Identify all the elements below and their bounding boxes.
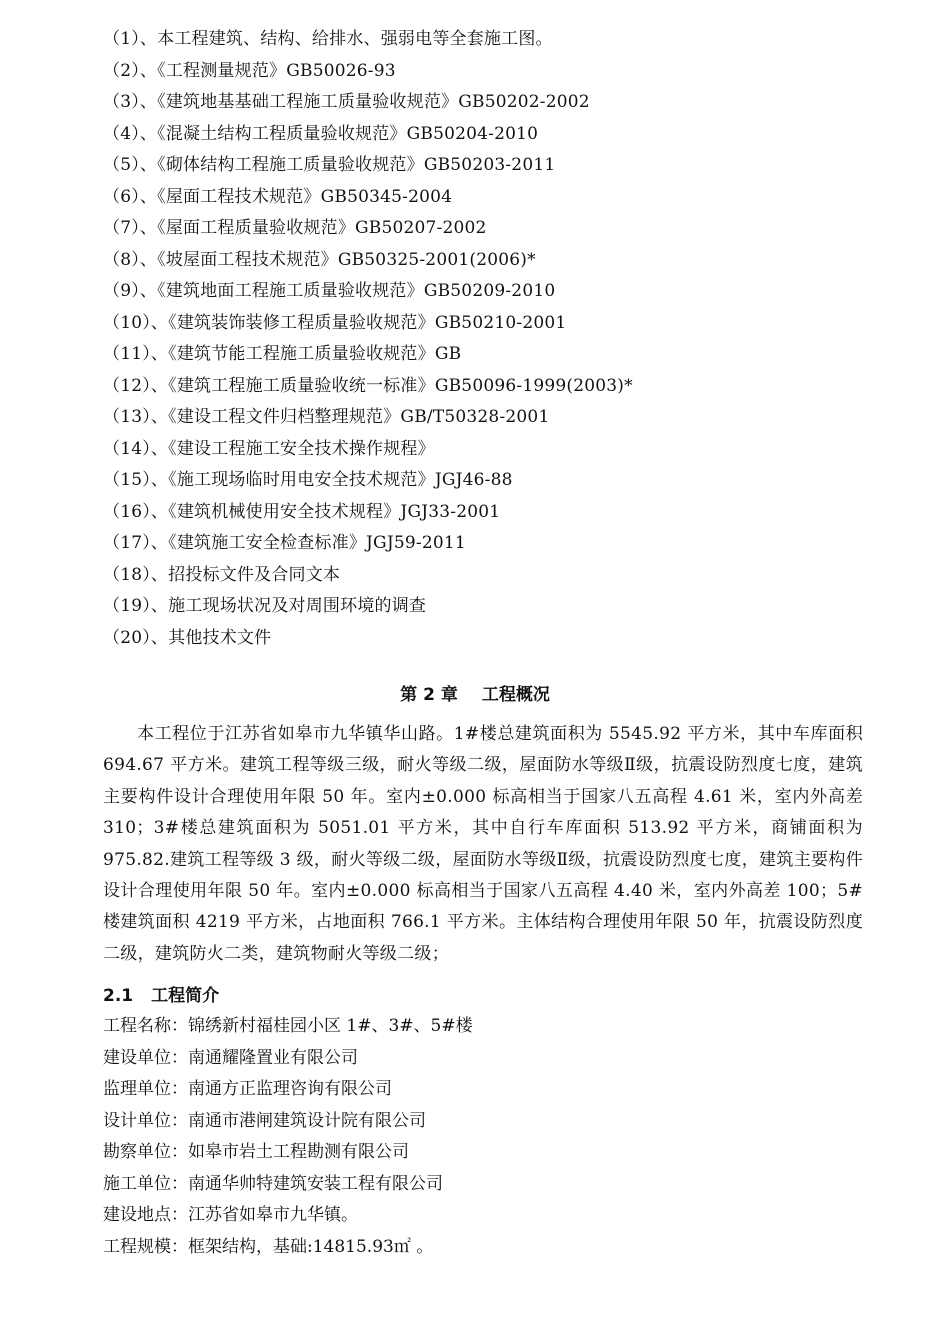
project-info-list xyxy=(103,1011,473,1263)
reference-item: （13）、《建设工程文件归档整理规范》GB/T50328-2001 xyxy=(103,407,550,427)
reference-item: （1）、本工程建筑、结构、给排水、强弱电等全套施工图。 xyxy=(103,29,553,49)
reference-item: （2）、《工程测量规范》GB50026-93 xyxy=(103,60,396,81)
reference-item: （17）、《建筑施工安全检查标准》JGJ59-2011 xyxy=(103,533,466,553)
overview-paragraph: 本工程位于江苏省如皋市九华镇华山路。1#楼总建筑面积为 5545.92 平方米，其中车库面积 694.67 平方米。建筑工程等级三级，耐火等级二级，屋面防水等级Ⅱ级，抗震设防烈度七度，建筑主要构件设计合理使用年限 50 年。室内±0.000 标高相当于国家八五高程 4.61 米，室内外高差 310；3#楼总建筑面积为 5051.01 平方米，其中自行车库面积 513.92 平方米，商铺面积为 975.82.建筑工程等级 3 级，耐火等级二级，屋面防水等级Ⅱ级，抗震设防烈度七度，建筑主要构件设计合理使用年限 50 年。室内±0.000 标高相当于国家八五高程 4.40 米，室内外高差 100；5#楼建筑面积 4219 平方米，占地面积 766.1 平方米。主体结构合理使用年限 50 年，抗震设防烈度二级，建筑防火二类，建筑物耐火等级二级； xyxy=(103,724,863,964)
reference-list xyxy=(103,24,903,654)
reference-item: （12）、《建筑工程施工质量验收统一标准》GB50096-1999(2003)* xyxy=(103,375,633,396)
reference-item: （6）、《屋面工程技术规范》GB50345-2004 xyxy=(103,186,453,207)
reference-item: （5）、《砌体结构工程施工质量验收规范》GB50203-2011 xyxy=(103,155,556,175)
section-title: 工程简介 xyxy=(151,986,220,1006)
reference-item: （14）、《建设工程施工安全技术操作规程》 xyxy=(103,438,435,459)
info-item: 施工单位：南通华帅特建筑安装工程有限公司 xyxy=(103,1173,443,1194)
info-item: 工程名称：锦绣新村福桂园小区 1#、3#、5#楼 xyxy=(103,1016,473,1036)
info-item: 勘察单位：如皋市岩土工程勘测有限公司 xyxy=(103,1142,409,1162)
reference-item: （16）、《建筑机械使用安全技术规程》JGJ33-2001 xyxy=(103,501,501,522)
info-item: 工程规模：框架结构，基础:14815.93㎡ 。 xyxy=(103,1236,434,1257)
reference-item: （18）、招投标文件及合同文本 xyxy=(103,564,341,585)
info-item: 建设地点：江苏省如皋市九华镇。 xyxy=(103,1205,358,1225)
reference-item: （9）、《建筑地面工程施工质量验收规范》GB50209-2010 xyxy=(103,281,556,301)
reference-item: （20）、其他技术文件 xyxy=(103,627,272,648)
reference-item: （10）、《建筑装饰装修工程质量验收规范》GB50210-2001 xyxy=(103,312,567,333)
reference-item: （19）、施工现场状况及对周围环境的调查 xyxy=(103,596,427,616)
chapter-title: 工程概况 xyxy=(481,685,550,705)
info-item: 设计单位：南通市港闸建筑设计院有限公司 xyxy=(103,1110,426,1131)
reference-item: （11）、《建筑节能工程施工质量验收规范》GB xyxy=(103,344,462,364)
info-item: 监理单位：南通方正监理咨询有限公司 xyxy=(103,1079,392,1099)
reference-item: （7）、《屋面工程质量验收规范》GB50207-2002 xyxy=(103,218,487,238)
reference-item: （15）、《施工现场临时用电安全技术规范》JGJ46-88 xyxy=(103,470,513,490)
section-heading xyxy=(103,981,219,1006)
section-number: 2.1 xyxy=(103,986,134,1006)
chapter-heading xyxy=(0,680,950,705)
info-item: 建设单位：南通耀隆置业有限公司 xyxy=(103,1047,358,1068)
reference-item: （8）、《坡屋面工程技术规范》GB50325-2001(2006)* xyxy=(103,249,536,270)
chapter-number: 第 2 章 xyxy=(400,685,458,705)
reference-item: （3）、《建筑地基基础工程施工质量验收规范》GB50202-2002 xyxy=(103,92,590,112)
reference-item: （4）、《混凝土结构工程质量验收规范》GB50204-2010 xyxy=(103,123,539,144)
